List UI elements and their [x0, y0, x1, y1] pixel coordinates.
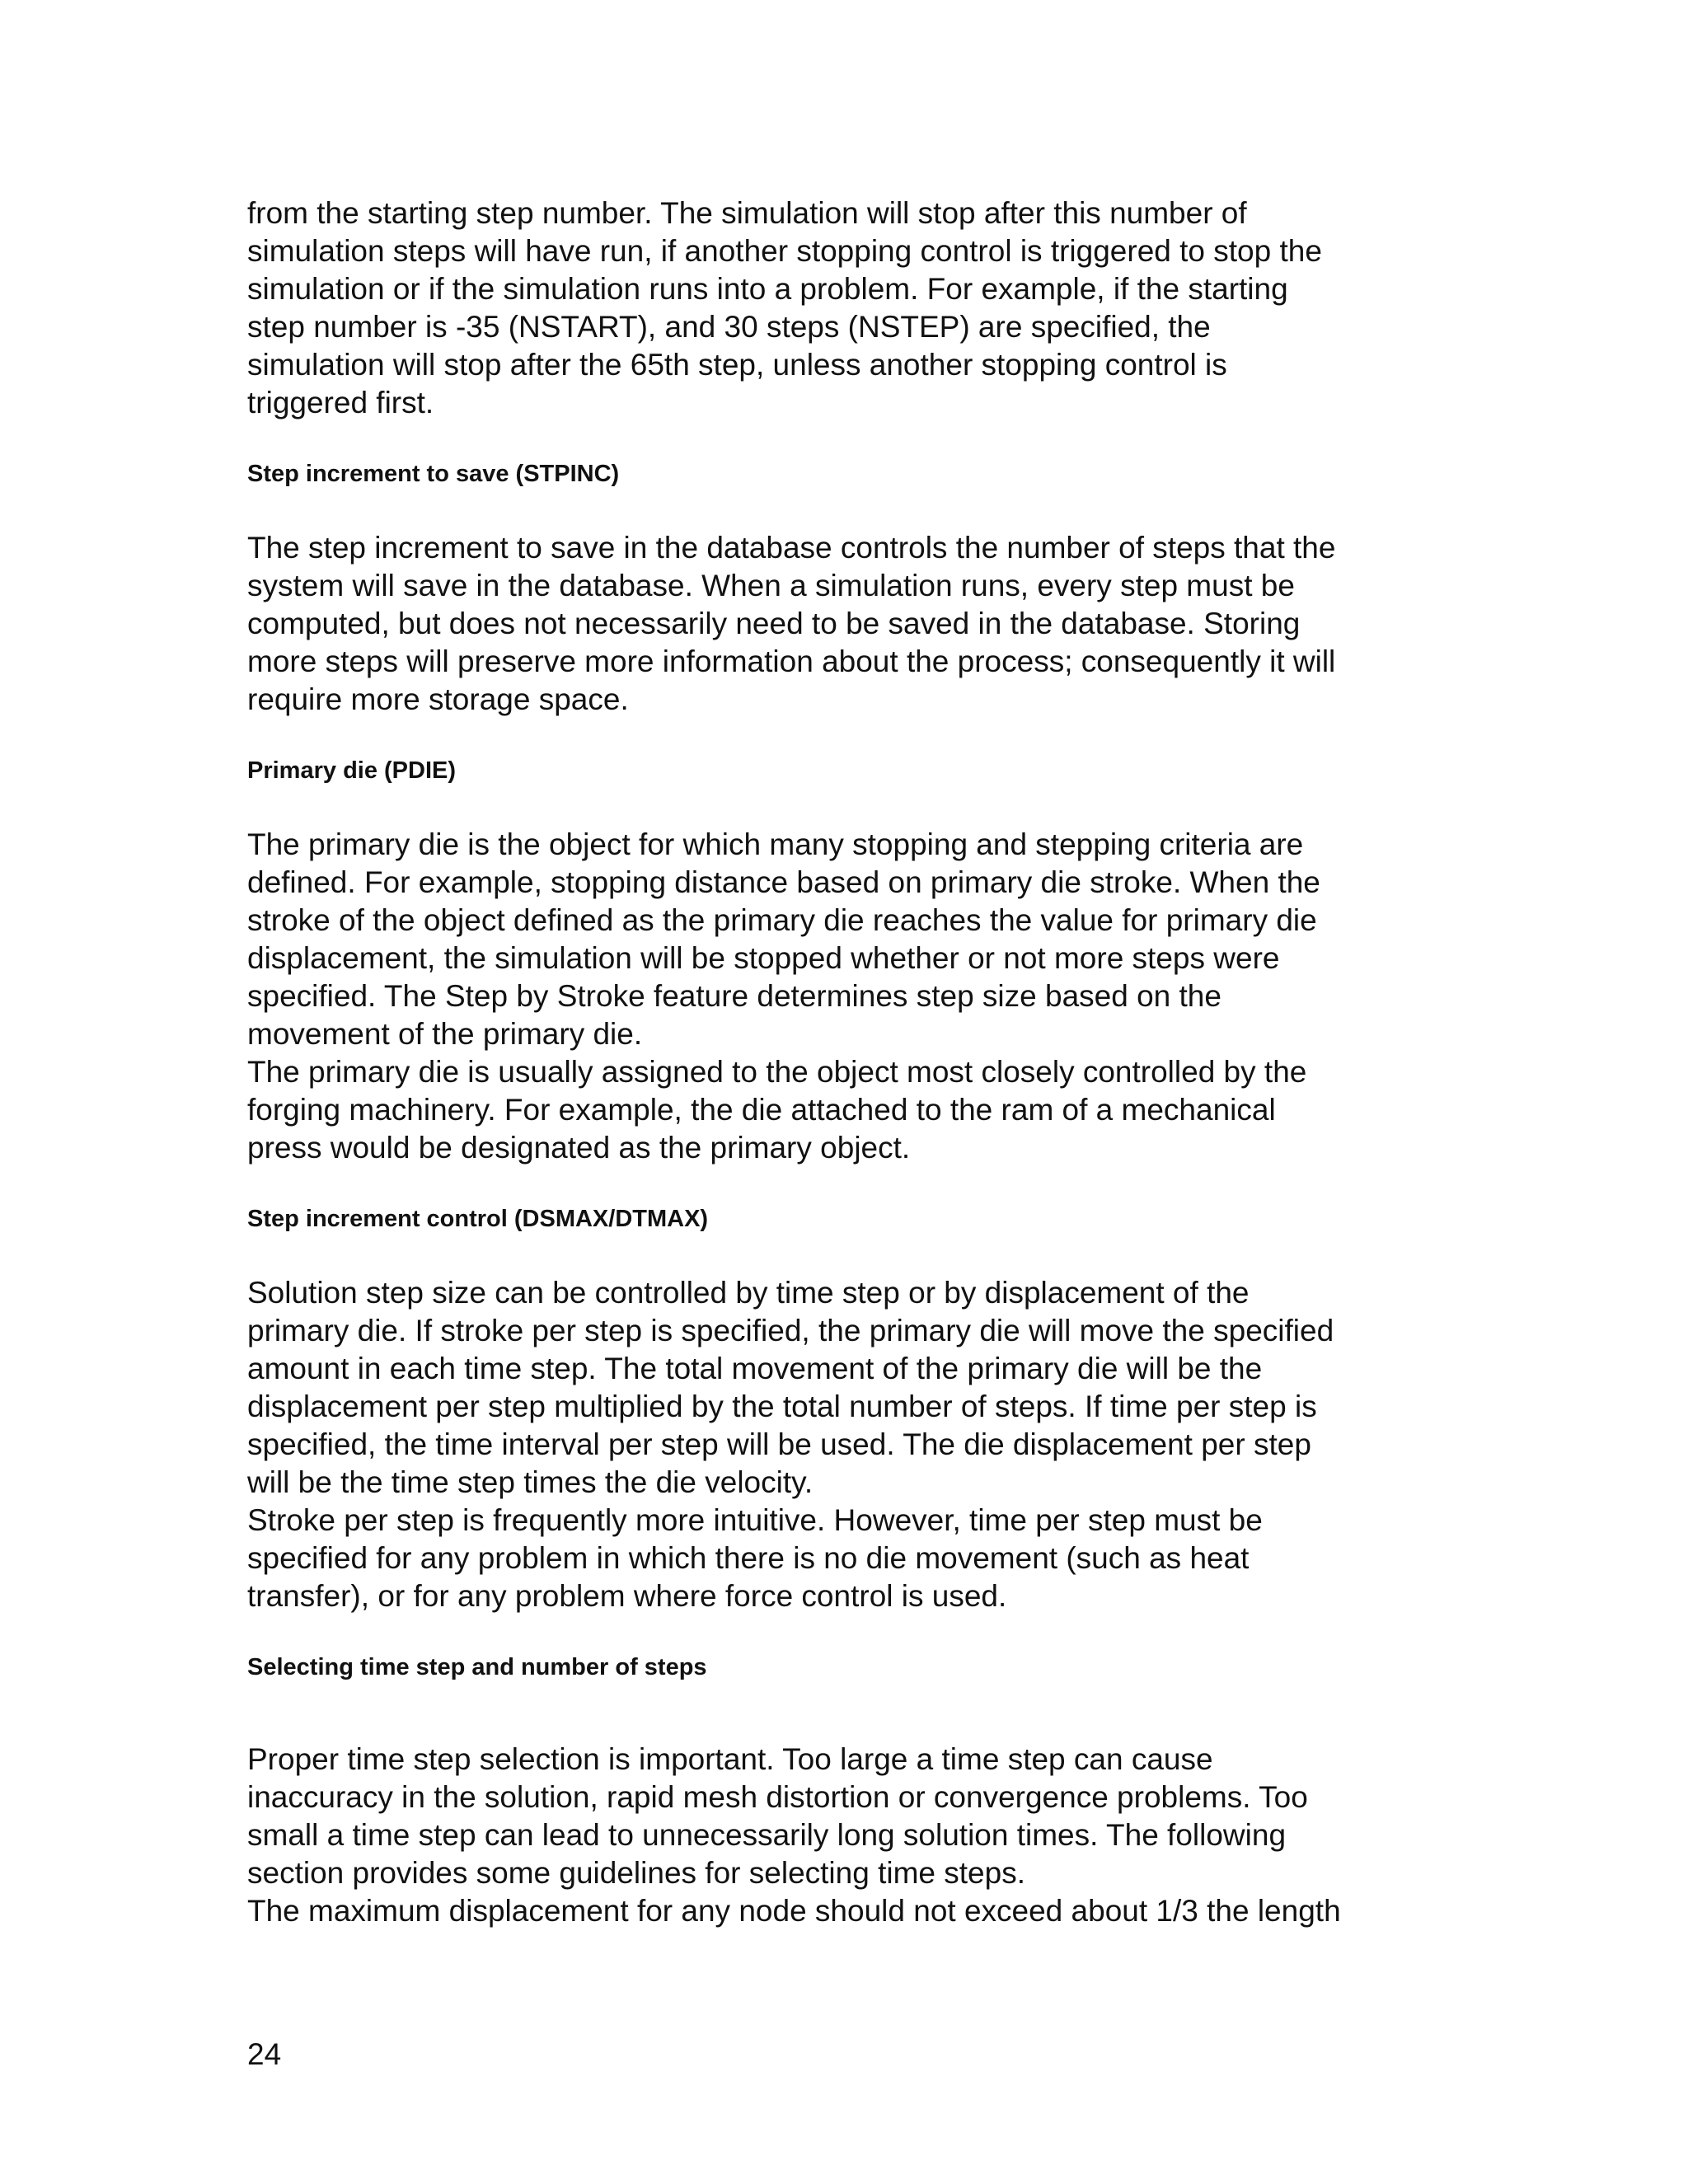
- paragraph-dsmax-dtmax: [247, 1274, 1459, 1615]
- page-number: 24: [247, 2037, 282, 2071]
- text-line: Proper time step selection is important. Too large a time step can cause: [247, 1742, 1213, 1776]
- text-line: The step increment to save in the database controls the number of steps that the: [247, 531, 1336, 565]
- text-line: triggered first.: [247, 386, 434, 419]
- text-line: displacement, the simulation will be stopped whether or not more steps were: [247, 941, 1280, 975]
- text-line: Solution step size can be controlled by time step or by displacement of the: [247, 1276, 1250, 1310]
- section-heading-time-step-selection: Selecting time step and number of steps: [247, 1654, 707, 1680]
- text-line: specified, the time interval per step will be used. The die displacement per step: [247, 1427, 1311, 1461]
- text-line: specified for any problem in which there is no die movement (such as heat: [247, 1541, 1250, 1575]
- text-line: The primary die is the object for which many stopping and stepping criteria are: [247, 827, 1304, 861]
- text-line: simulation or if the simulation runs into a problem. For example, if the starting: [247, 272, 1288, 306]
- text-line: simulation will stop after the 65th step, unless another stopping control is: [247, 348, 1227, 382]
- text-line: stroke of the object defined as the primary die reaches the value for primary die: [247, 903, 1317, 937]
- paragraph-step-count-intro: [247, 194, 1459, 422]
- text-line: press would be designated as the primary object.: [247, 1131, 911, 1165]
- text-line: step number is -35 (NSTART), and 30 steps (NSTEP) are specified, the: [247, 310, 1211, 344]
- text-line: inaccuracy in the solution, rapid mesh distortion or convergence problems. Too: [247, 1780, 1308, 1814]
- text-line: The maximum displacement for any node should not exceed about 1/3 the length: [247, 1894, 1341, 1928]
- text-line: specified. The Step by Stroke feature determines step size based on the: [247, 979, 1221, 1013]
- text-line: small a time step can lead to unnecessarily long solution times. The following: [247, 1818, 1287, 1852]
- paragraph-pdie: [247, 826, 1459, 1167]
- paragraph-time-step-selection: [247, 1741, 1459, 1930]
- text-line: Stroke per step is frequently more intuitive. However, time per step must be: [247, 1503, 1263, 1537]
- text-line: simulation steps will have run, if another stopping control is triggered to stop the: [247, 234, 1322, 268]
- document-body: [247, 194, 1459, 1930]
- text-line: amount in each time step. The total movement of the primary die will be the: [247, 1352, 1263, 1385]
- section-heading-dsmax-dtmax: Step increment control (DSMAX/DTMAX): [247, 1206, 709, 1232]
- text-line: forging machinery. For example, the die attached to the ram of a mechanical: [247, 1093, 1276, 1127]
- section-heading-stpinc: Step increment to save (STPINC): [247, 461, 620, 487]
- text-line: from the starting step number. The simulation will stop after this number of: [247, 196, 1247, 230]
- text-line: displacement per step multiplied by the total number of steps. If time per step is: [247, 1390, 1317, 1423]
- paragraph-stpinc: [247, 529, 1459, 719]
- text-line: computed, but does not necessarily need to be saved in the database. Storing: [247, 607, 1301, 640]
- text-line: The primary die is usually assigned to the object most closely controlled by the: [247, 1055, 1307, 1089]
- text-line: will be the time step times the die velocity.: [247, 1465, 814, 1499]
- text-line: defined. For example, stopping distance based on primary die stroke. When the: [247, 865, 1320, 899]
- text-line: movement of the primary die.: [247, 1017, 643, 1051]
- text-line: transfer), or for any problem where force control is used.: [247, 1579, 1007, 1613]
- text-line: more steps will preserve more information about the process; consequently it will: [247, 644, 1336, 678]
- text-line: require more storage space.: [247, 682, 629, 716]
- section-heading-pdie: Primary die (PDIE): [247, 757, 457, 784]
- text-line: system will save in the database. When a simulation runs, every step must be: [247, 569, 1295, 602]
- text-line: section provides some guidelines for selecting time steps.: [247, 1856, 1025, 1890]
- text-line: primary die. If stroke per step is specified, the primary die will move the specified: [247, 1314, 1334, 1347]
